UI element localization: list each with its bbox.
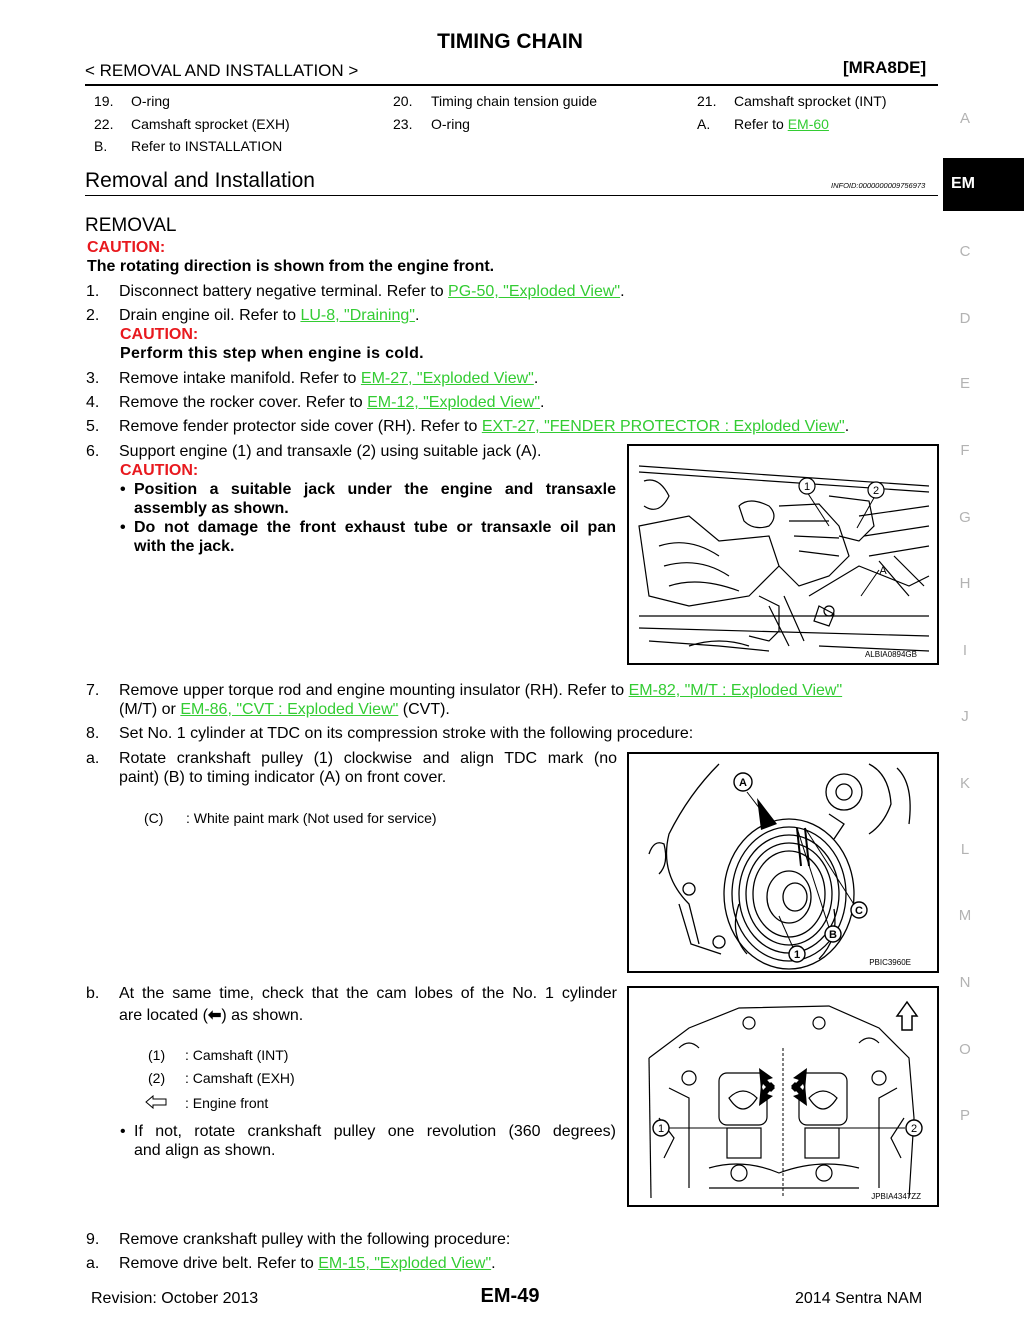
- legend-value: : White paint mark (Not used for service): [186, 810, 437, 826]
- step-text: Remove fender protector side cover (RH). Refer to: [119, 418, 482, 435]
- figure-cam-lobes: [627, 986, 939, 1207]
- callout-label: A: [879, 565, 887, 577]
- index-letter[interactable]: L: [960, 841, 970, 858]
- step-number: 6.: [86, 443, 100, 460]
- link-lu-8[interactable]: LU-8, "Draining": [300, 307, 415, 324]
- figure-crankshaft-pulley: [627, 752, 939, 973]
- index-letter[interactable]: O: [959, 1041, 971, 1058]
- step-tail: .: [620, 283, 625, 300]
- section-rule: [85, 195, 938, 196]
- link-em-60[interactable]: EM-60: [787, 116, 829, 132]
- step-text: and align as shown.: [134, 1142, 276, 1159]
- caution-text: with the jack.: [134, 538, 235, 555]
- step-9: Remove crankshaft pulley with the following procedure:: [119, 1231, 511, 1248]
- link-em-27[interactable]: EM-27, "Exploded View": [360, 370, 534, 387]
- chapter-tab-em[interactable]: [943, 158, 1024, 211]
- legend-num: 22.: [94, 116, 114, 132]
- step-4: [119, 394, 545, 412]
- link-em-15[interactable]: EM-15, "Exploded View": [318, 1255, 492, 1272]
- arrow-left-icon: ⬅: [207, 1007, 222, 1024]
- step-text: If not, rotate crankshaft pulley one revolution (360 degrees): [134, 1123, 616, 1140]
- step-text: At the same time, check that the cam lobes of the No. 1 cylinder: [119, 985, 617, 1002]
- pulley-drawing: [629, 754, 937, 971]
- legend-num: 23.: [393, 116, 413, 132]
- chapter-tab-label: EM: [951, 175, 975, 192]
- link-em-12[interactable]: EM-12, "Exploded View": [367, 394, 541, 411]
- legend-label: Timing chain tension guide: [431, 93, 598, 109]
- step-8b: [119, 985, 617, 1003]
- legend-label: O-ring: [431, 116, 470, 132]
- bullet-marker: •: [120, 1123, 126, 1140]
- link-ext-27[interactable]: EXT-27, "FENDER PROTECTOR : Exploded View": [481, 418, 845, 435]
- bullet-marker: •: [120, 481, 126, 498]
- step-text: Rotate crankshaft pulley (1) clockwise and align TDC mark (no: [119, 750, 617, 767]
- step-5: [119, 418, 849, 436]
- legend-num: 21.: [697, 93, 717, 109]
- step-tail: .: [844, 418, 850, 435]
- callout-label: 1: [657, 1123, 665, 1135]
- engine-code: [MRA8DE]: [843, 58, 927, 77]
- index-letter[interactable]: H: [959, 575, 971, 592]
- index-letter[interactable]: C: [959, 243, 971, 260]
- legend-ref: [734, 116, 829, 132]
- step-number: 8.: [86, 725, 100, 742]
- legend-label: Camshaft sprocket (EXH): [131, 116, 290, 132]
- step-tail: .: [540, 394, 545, 411]
- legend-value: : Engine front: [185, 1095, 269, 1111]
- step-number: 5.: [86, 418, 100, 435]
- step-text: Remove upper torque rod and engine mounting insulator (RH). Refer to: [119, 682, 629, 699]
- step-text: Remove the rocker cover. Refer to: [119, 394, 368, 411]
- figure-engine-jack: [627, 444, 939, 665]
- legend-num: A.: [697, 116, 711, 132]
- link-em-82[interactable]: EM-82, "M/T : Exploded View": [628, 682, 843, 699]
- step-number: b.: [86, 985, 100, 1002]
- index-letter[interactable]: A: [959, 110, 970, 127]
- caution-label: CAUTION:: [87, 239, 166, 256]
- figure-id: PBIC3960E: [869, 958, 911, 967]
- step-tail: .: [491, 1255, 496, 1272]
- step-text: Remove drive belt. Refer to: [119, 1255, 319, 1272]
- step-tail: (CVT).: [398, 701, 450, 718]
- step-number: a.: [86, 750, 100, 767]
- engine-front-arrow-icon: [145, 1095, 167, 1109]
- step-6: Support engine (1) and transaxle (2) using suitable jack (A).: [119, 443, 542, 460]
- step-1: [119, 283, 625, 301]
- legend-value: : Camshaft (INT): [185, 1047, 289, 1063]
- cam-lobes-drawing: [629, 988, 937, 1205]
- link-pg-50[interactable]: PG-50, "Exploded View": [448, 283, 621, 300]
- engine-jack-drawing: [629, 446, 937, 663]
- legend-value: : Camshaft (EXH): [185, 1070, 295, 1086]
- step-3: [119, 370, 538, 388]
- step-number: 3.: [86, 370, 100, 387]
- index-letter[interactable]: E: [959, 375, 970, 392]
- index-letter[interactable]: M: [958, 907, 972, 924]
- callout-label: 1: [803, 481, 811, 493]
- legend-num: B.: [94, 138, 108, 154]
- bullet-marker: •: [120, 519, 126, 536]
- step-number: 7.: [86, 682, 100, 699]
- section-breadcrumb: < REMOVAL AND INSTALLATION >: [85, 61, 359, 80]
- caution-text: assembly as shown.: [134, 500, 289, 517]
- caution-text: Do not damage the front exhaust tube or transaxle oil pan: [134, 519, 616, 536]
- info-id: INFOID:0000000009756973: [831, 181, 926, 190]
- link-em-86[interactable]: EM-86, "CVT : Exploded View": [180, 701, 399, 718]
- step-8b-cont: [119, 1005, 303, 1025]
- step-tail: ) as shown.: [221, 1007, 304, 1024]
- legend-num: 19.: [94, 93, 114, 109]
- caution-label: CAUTION:: [120, 462, 199, 479]
- step-text: (M/T) or: [119, 701, 181, 718]
- figure-id: JPBIA4347ZZ: [871, 1192, 921, 1201]
- step-number: 9.: [86, 1231, 100, 1248]
- step-text: Remove intake manifold. Refer to: [119, 370, 361, 387]
- callout-label: 2: [910, 1123, 918, 1135]
- caution-text: Perform this step when engine is cold.: [120, 345, 424, 362]
- step-text: Drain engine oil. Refer to: [119, 307, 301, 324]
- bullet-text: [134, 1123, 616, 1141]
- legend-key: (1): [148, 1047, 166, 1063]
- callout-label: B: [829, 929, 837, 941]
- section-title: Removal and Installation: [85, 169, 315, 192]
- caution-label: CAUTION:: [120, 326, 199, 343]
- step-9a: [119, 1255, 496, 1273]
- legend-num: 20.: [393, 93, 413, 109]
- footer-page-number: EM-49: [480, 1285, 540, 1307]
- page-title: TIMING CHAIN: [437, 30, 583, 53]
- caution-bullet: [134, 481, 616, 499]
- footer-revision: Revision: October 2013: [91, 1290, 259, 1307]
- step-text: paint) (B) to timing indicator (A) on front cover.: [119, 769, 447, 786]
- engine-front-up-arrow-icon: [897, 1002, 917, 1030]
- legend-label: Camshaft sprocket (INT): [734, 93, 887, 109]
- timing-indicator-icon: [757, 798, 777, 830]
- index-letter[interactable]: G: [959, 509, 971, 526]
- step-tail: .: [533, 370, 539, 387]
- callout-label: 1: [793, 949, 801, 961]
- index-letter[interactable]: K: [959, 775, 970, 792]
- caution-text: Position a suitable jack under the engine and transaxle: [134, 481, 616, 498]
- step-7: [119, 682, 937, 700]
- index-letter[interactable]: F: [960, 442, 970, 459]
- removal-heading: REMOVAL: [85, 215, 177, 236]
- legend-key: (2): [148, 1070, 166, 1086]
- legend-label: Refer to INSTALLATION: [131, 138, 283, 154]
- step-tail: .: [414, 307, 420, 324]
- step-number: 2.: [86, 307, 100, 324]
- legend-label: O-ring: [131, 93, 170, 109]
- step-number: a.: [86, 1255, 100, 1272]
- legend-key: (C): [144, 810, 164, 826]
- step-2: [119, 307, 419, 325]
- step-text: Disconnect battery negative terminal. Refer to: [119, 283, 449, 300]
- step-7-cont: [119, 701, 450, 719]
- callout-label: A: [739, 777, 747, 789]
- legend-label: Refer to: [734, 116, 788, 132]
- callout-label: C: [855, 905, 863, 917]
- index-letter[interactable]: N: [959, 974, 971, 991]
- caution-text: The rotating direction is shown from the engine front.: [87, 258, 495, 275]
- step-text: are located (: [119, 1007, 208, 1024]
- step-number: 1.: [86, 283, 100, 300]
- header-rule: [85, 84, 938, 86]
- caution-bullet: [134, 519, 616, 537]
- index-letter[interactable]: D: [959, 310, 971, 327]
- step-8: Set No. 1 cylinder at TDC on its compression stroke with the following procedure:: [119, 725, 694, 742]
- callout-label: 2: [872, 485, 880, 497]
- figure-id: ALBIA0894GB: [864, 650, 917, 659]
- index-letter[interactable]: J: [961, 708, 969, 725]
- step-number: 4.: [86, 394, 100, 411]
- footer-model: 2014 Sentra NAM: [795, 1290, 923, 1307]
- step-8a: [119, 750, 617, 768]
- index-letter[interactable]: P: [959, 1107, 970, 1124]
- index-letter[interactable]: I: [962, 642, 968, 659]
